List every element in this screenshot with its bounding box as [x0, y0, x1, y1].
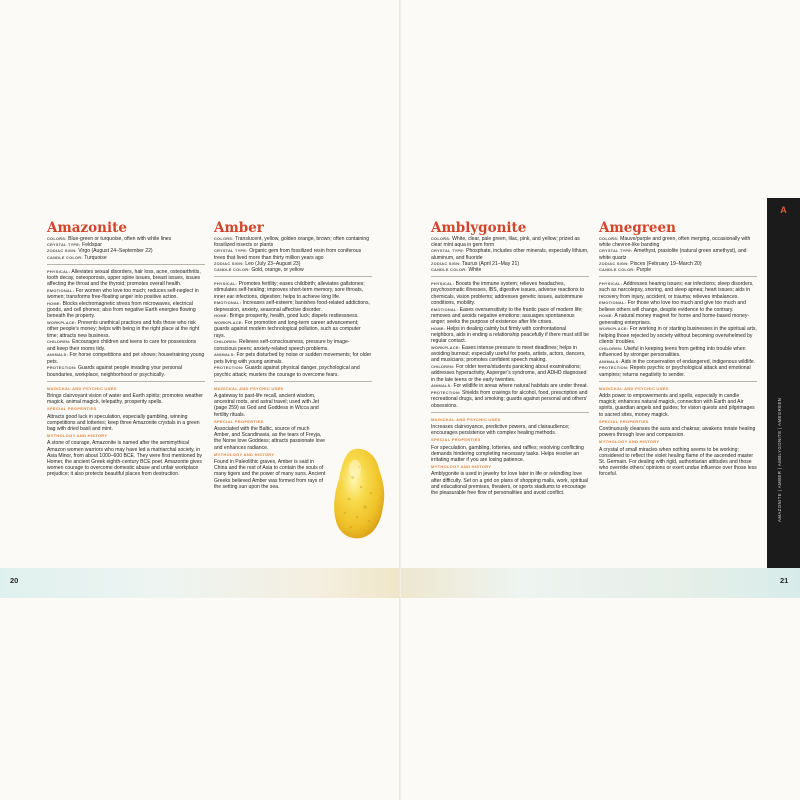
crystal-type-label: CRYSTAL TYPE: — [214, 248, 248, 254]
candle-color-value: Turquoise — [84, 254, 107, 261]
children-label: CHILDREN: — [599, 345, 623, 351]
home-line — [599, 313, 757, 325]
physical-value: Boosts the immune system; relieves headaches, psychosomatic illnesses, IBS, digestive issues, adverse reactions to chemicals, vision problems; addresses genetic issues, autoimmune conditions, mobility. — [431, 281, 585, 306]
children-value: For older teens/students panicking about examinations; addresses hyperactivity, Asperger’s syndrome, and ADHD diagnosed in the late teens or the early twenties. — [431, 364, 587, 383]
colors-line — [214, 236, 372, 248]
entry-amegreen — [599, 221, 757, 479]
physical-value: Addresses hearing issues; ear infections; sleep disorders, such as narcolepsy, snoring, and sleep apnea; heart issues; aids in recovery from injury, accident, or trauma; relieves imbalances. — [599, 281, 754, 300]
crystal-type-line — [431, 248, 589, 260]
physical-label: PHYSICAL: — [431, 281, 455, 287]
special-heading: SPECIAL PROPERTIES — [599, 418, 649, 424]
candle-color-label: CANDLE COLOR: — [47, 254, 83, 260]
entry-amazonite — [47, 221, 205, 479]
crystal-type-line — [599, 248, 757, 260]
crystal-type-value: Phosphate, includes other minerals, especially lithium, aluminum, and fluoride — [431, 248, 589, 261]
divider — [214, 276, 372, 277]
healing-properties — [599, 281, 757, 378]
emotional-label: EMOTIONAL: — [47, 288, 75, 294]
protection-value: Guards against physical danger, psychological and psychic attack; musters the courage to overcome fears. — [214, 365, 360, 378]
zodiac-sign-value: Virgo (August 24–September 22) — [78, 248, 153, 255]
tab-letter: A — [780, 205, 787, 215]
emotional-value: Increases self-esteem; banishes food-related addictions, depression, anxiety, seasonal affective disorder. — [214, 300, 370, 313]
home-value: Brings prosperity, health, good luck; dispels restlessness. — [229, 313, 359, 320]
entry-title: Amblygonite — [431, 220, 527, 236]
home-label: HOME: — [431, 325, 446, 331]
book-gutter — [399, 0, 401, 800]
divider — [431, 412, 589, 413]
divider — [47, 381, 205, 382]
physical-line — [599, 281, 757, 300]
amber-stone-illustration — [331, 447, 387, 541]
colors-value: Blue-green or turquoise, often with white lines — [68, 236, 172, 242]
healing-properties — [214, 281, 372, 378]
animals-value: For wildlife in areas where natural habitats are under threat. — [453, 383, 588, 390]
candle-color-value: White — [468, 267, 482, 274]
emotional-line — [599, 300, 757, 312]
physical-line — [47, 269, 205, 288]
workplace-label: WORKPLACE: — [47, 320, 77, 326]
special-text: Associated with the Baltic, source of much Amber, and Scandinavia, as the tears of Freyja, the Norse love Goddess; attracts passionate love and enhances radiance. — [214, 426, 325, 451]
entry-title: Amazonite — [47, 220, 127, 236]
protection-line — [431, 390, 589, 409]
workplace-line — [214, 320, 372, 339]
physical-label: PHYSICAL: — [214, 281, 238, 287]
amber-text-wrap — [214, 386, 326, 490]
candle-color-line — [431, 267, 589, 273]
mythology-text: A stone of courage, Amazonite is named after the semimythical Amazon women warriors who may have led a matriarchal society, in Asia Minor, from about 1000–600 BCE. They were first mentioned by Homer, the ancient Greek eighth-century BCE poet. Amazonite gives women courage to overcome domestic abuse and unfair workplace prejudice; it also protects beautiful places from destruction. — [47, 440, 203, 478]
emotional-line — [214, 300, 372, 312]
physical-line — [214, 281, 372, 300]
colors-line — [431, 236, 589, 248]
physical-label: PHYSICAL: — [599, 281, 623, 287]
magickal-text: Brings clairvoyant vision of water and Earth spirits; promotes weather magick, animal magick, telepathy, prosperity spells. — [47, 393, 203, 406]
crystal-type-value: Feldspar — [82, 242, 102, 249]
mythology-heading: MYTHOLOGY AND HISTORY — [47, 433, 108, 439]
divider — [47, 264, 205, 265]
mythology-heading: MYTHOLOGY AND HISTORY — [599, 439, 660, 445]
footer-band-right — [401, 568, 800, 598]
alphabet-thumb-tab — [767, 198, 800, 568]
colors-label: COLORS: — [47, 236, 67, 241]
divider — [214, 381, 372, 382]
colors-value: Translucent, yellow, golden orange, brown; often containing fossilized insects or plants — [214, 236, 370, 249]
crystal-type-label: CRYSTAL TYPE: — [431, 248, 465, 254]
crystal-type-value: Amethyst, prasiolite (natural green amethyst), and white quartz — [599, 248, 747, 261]
home-line — [47, 301, 205, 320]
divider — [599, 276, 757, 277]
children-value: Useful in keeping teens from getting into trouble when influenced by stronger personalities. — [599, 345, 746, 358]
workplace-label: WORKPLACE: — [599, 326, 629, 332]
protection-line — [214, 365, 372, 377]
crystal-type-label: CRYSTAL TYPE: — [47, 242, 81, 248]
emotional-value: For women who love too much; reduces self-neglect in women; transforms free-floating anger into positive action. — [47, 288, 199, 301]
mythology-text: Amblygonite is used in jewelry for love later in life or rekindling love after difficulty. Set on a grid on plans of shopping malls, work, spiritual and educational premises, theaters, or sports stadiums to encourage the pleasurable free flow of personalities and avoid conflict. — [431, 471, 588, 497]
animals-value: Aids in the conservation of endangered, indigenous wildlife. — [621, 358, 756, 365]
magickal-text: Adds power to empowerments and spells, especially in candle magick; enhances natural magick, connection with Earth and Air spirits, guardian angels and guides; for vision quests and pilgrimages to sacred sites, money magick. — [599, 393, 755, 418]
home-value: Blocks electromagnetic stress from microwaves, electrical goods, and cell phones; also from negative Earth energies flowing beneath the property. — [47, 301, 196, 320]
workplace-value: Eases intense pressure to meet deadlines; helps in avoiding burnout; especially useful for poets, artists, actors, dancers, and musicians; promotes confident speech making. — [431, 345, 586, 364]
crystal-type-line — [214, 248, 372, 260]
protection-label: PROTECTION: — [47, 365, 77, 371]
zodiac-sign-label: ZODIAC SIGN: — [214, 260, 244, 266]
healing-properties — [47, 269, 205, 378]
children-label: CHILDREN: — [214, 339, 238, 345]
home-value: A natural money magnet for home and home-based money-generating enterprises. — [599, 313, 750, 326]
home-value: Helps in dealing calmly but firmly with confrontational neighbors, aids in ending a relationship peacefully if there must still be regular contact. — [431, 325, 589, 345]
candle-color-line — [47, 255, 205, 261]
animals-label: ANIMALS: — [599, 358, 621, 364]
colors-label: COLORS: — [431, 236, 451, 241]
protection-line — [599, 365, 757, 377]
protection-line — [47, 365, 205, 377]
mythology-heading: MYTHOLOGY AND HISTORY — [431, 464, 492, 470]
special-text: Attracts good luck in speculation, especially gambling, winning competitions and lotteries; keep three Amazonite crystals in a green bag with dried basil and mint. — [47, 413, 200, 433]
protection-label: PROTECTION: — [214, 365, 244, 371]
magickal-text: A gateway to past-life recall, ancient wisdom, ancestral roots, and astral travel; used with Jet (page 259) as God and Goddess in Wicca and fertility rituals. — [214, 393, 320, 418]
home-label: HOME: — [47, 301, 62, 307]
special-heading: SPECIAL PROPERTIES — [431, 437, 481, 443]
candle-color-line — [599, 267, 757, 273]
home-line — [214, 313, 372, 319]
emotional-value: Eases oversensitivity to the frantic pace of modern life; removes and avoids negative emotions; assuages spontaneous anger; seeks the purpose of existence after life crises. — [431, 306, 583, 326]
children-label: CHILDREN: — [431, 364, 455, 370]
animals-label: ANIMALS: — [47, 352, 69, 358]
magickal-heading: MAGICKAL AND PSYCHIC USES — [431, 416, 501, 422]
candle-color-label: CANDLE COLOR: — [431, 267, 467, 273]
protection-label: PROTECTION: — [599, 365, 629, 371]
emotional-label: EMOTIONAL: — [599, 300, 627, 306]
children-line — [431, 364, 589, 383]
zodiac-sign-value: Taurus (April 21–May 21) — [462, 260, 520, 267]
mythology-text: A crystal of small miracles when nothing seems to be working; considered to reflect the violet healing flame of the ascended master St. Germain. For dealing with rigid, authoritarian attitudes and those who override others’ opinions or exert undue influence over those less forceful. — [599, 446, 757, 478]
animals-line — [47, 352, 205, 364]
colors-label: COLORS: — [214, 236, 234, 241]
candle-color-label: CANDLE COLOR: — [214, 267, 250, 273]
children-line — [599, 346, 757, 358]
workplace-value: For working in or starting businesses in the spiritual arts, helping those rejected by society without becoming overwhelmed by clients’ troubles. — [599, 326, 757, 345]
zodiac-sign-label: ZODIAC SIGN: — [47, 248, 77, 254]
children-line — [47, 339, 205, 351]
physical-value: Alleviates sexual disorders, hair loss, acne, osteoarthritis, tooth decay, osteoporosis, upper spine issues, breast issues, issues affecting the throat and the thyroid; promotes overall health. — [47, 268, 201, 288]
animals-label: ANIMALS: — [214, 352, 236, 358]
entry-amblygonite — [431, 221, 589, 497]
footer-band-left — [0, 568, 399, 598]
candle-color-label: CANDLE COLOR: — [599, 267, 635, 273]
children-value: Encourages children and teens to care for possessions and keep their rooms tidy. — [47, 339, 197, 352]
candle-color-line — [214, 267, 372, 273]
emotional-line — [431, 307, 589, 326]
special-heading: SPECIAL PROPERTIES — [214, 418, 264, 424]
colors-value: Mauve/purple and green, often merging, occasionally with white chevron-like banding — [599, 236, 751, 249]
special-text: For speculation, gambling, lotteries, and raffles; resolving conflicting demands hindering completing necessary tasks. Helps resolve an irritating matter if you are losing patience. — [431, 444, 584, 464]
mythology-heading: MYTHOLOGY AND HISTORY — [214, 451, 275, 457]
amber-stone-image — [331, 447, 387, 541]
workplace-line — [431, 345, 589, 364]
tab-running-head: AMAZONITE | AMBER | AMBLYGONITE | AMEGREEN — [777, 397, 782, 522]
page-number-right: 21 — [780, 576, 789, 585]
zodiac-sign-label: ZODIAC SIGN: — [599, 260, 629, 266]
emotional-value: For those who love too much and give too much and believe others will change, despite evidence to the contrary. — [599, 300, 746, 313]
workplace-value: Prevents unethical practices and foils those who risk other people’s money; helps with being in the right place at the right time; attracts new business. — [47, 320, 200, 339]
emotional-label: EMOTIONAL: — [431, 306, 459, 312]
entry-title: Amber — [214, 220, 264, 236]
colors-value: White, clear, pale green, lilac, pink, and yellow; prized as clear mint aqua in gem form — [431, 236, 580, 249]
children-label: CHILDREN: — [47, 339, 71, 345]
animals-line — [431, 383, 589, 389]
divider — [431, 276, 589, 277]
zodiac-sign-value: Leo (July 23–August 23) — [245, 260, 301, 267]
healing-properties — [431, 281, 589, 409]
protection-value: Repels psychic or psychological attack and emotional vampires; returns negativity to sender. — [599, 365, 751, 378]
children-value: Relieves self-consciousness, pressure by image-conscious peers; anxiety-related speech problems. — [214, 339, 350, 352]
crystal-type-value: Organic gem from fossilized resin from coniferous trees that lived more than thirty million years ago — [214, 248, 362, 261]
animals-line — [214, 352, 372, 364]
candle-color-value: Gold, orange, or yellow — [251, 267, 304, 274]
magickal-heading: MAGICKAL AND PSYCHIC USES — [599, 385, 669, 391]
animals-value: For pets disturbed by noise or sudden movements; for older pets living with young animals. — [214, 352, 372, 365]
home-line — [431, 326, 589, 345]
workplace-label: WORKPLACE: — [214, 320, 244, 326]
special-text: Continuously cleanses the aura and chakras; awakens innate healing powers through love and compassion. — [599, 426, 756, 439]
animals-line — [599, 359, 757, 365]
home-label: HOME: — [214, 313, 229, 319]
workplace-line — [47, 320, 205, 339]
physical-label: PHYSICAL: — [47, 268, 71, 274]
emotional-label: EMOTIONAL: — [214, 300, 242, 306]
workplace-line — [599, 326, 757, 345]
candle-color-value: Purple — [636, 267, 652, 274]
home-label: HOME: — [599, 313, 614, 319]
colors-label: COLORS: — [599, 236, 619, 241]
colors-line — [599, 236, 757, 248]
page-number-left: 20 — [10, 576, 19, 585]
mythology-text: Found in Paleolithic graves, Amber is said in China and the rest of Asia to contain the souls of many tigers and the power of many suns. Ancient Greeks believed Amber was formed from rays of the setting sun upon the sea. — [214, 459, 326, 490]
zodiac-sign-label: ZODIAC SIGN: — [431, 260, 461, 266]
workplace-value: For promotion and long-term career advancement; guards against modern technological pollution, such as computer rays. — [214, 320, 361, 339]
workplace-label: WORKPLACE: — [431, 345, 461, 351]
physical-value: Promotes fertility; eases childbirth; alleviates gallstones; stimulates self-healing; improves short-term memory, sore throats, inner ear infections, digestion; helps to achieve long life. — [214, 281, 365, 300]
entry-title: Amegreen — [599, 220, 676, 236]
zodiac-sign-value: Pisces (February 19–March 20) — [630, 260, 702, 267]
emotional-line — [47, 288, 205, 300]
crystal-type-label: CRYSTAL TYPE: — [599, 248, 633, 254]
special-heading: SPECIAL PROPERTIES — [47, 406, 97, 412]
magickal-text: Increases clairvoyance, predictive powers, and clairaudience; encourages persistence with complex healing methods. — [431, 424, 570, 437]
physical-line — [431, 281, 589, 306]
animals-value: For horse competitions and pet shows; housetraining young pets. — [47, 352, 205, 365]
animals-label: ANIMALS: — [431, 383, 453, 389]
protection-value: Guards against people invading your personal boundaries, workplace, neighborhood or psychically. — [47, 365, 182, 378]
magickal-heading: MAGICKAL AND PSYCHIC USES — [47, 385, 117, 391]
magickal-heading: MAGICKAL AND PSYCHIC USES — [214, 385, 284, 391]
children-line — [214, 339, 372, 351]
divider — [599, 381, 757, 382]
protection-value: Shields from cravings for alcohol, food, prescription and recreational drugs, and smoking; guards against personal and others’ obsessions. — [431, 390, 588, 409]
protection-label: PROTECTION: — [431, 390, 461, 396]
